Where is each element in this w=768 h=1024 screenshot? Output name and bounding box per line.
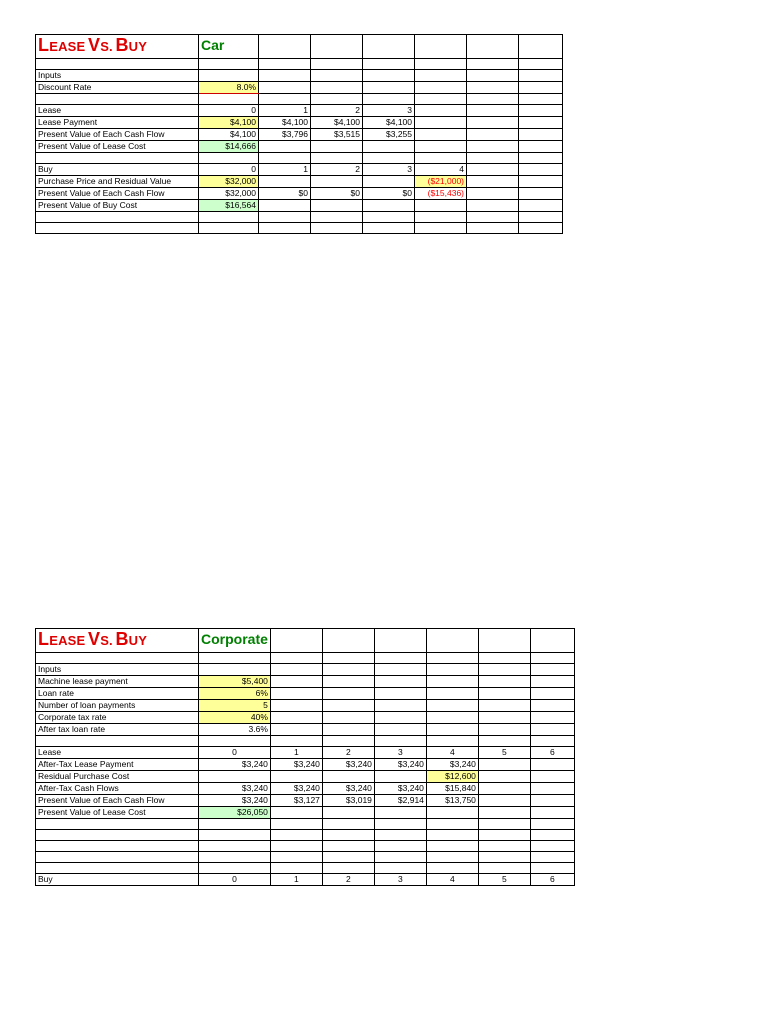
buy-pv-cell[interactable]: $0 (311, 188, 363, 200)
period-cell[interactable]: 3 (363, 164, 415, 176)
after-tax-loan-rate-cell[interactable]: 3.6% (199, 724, 271, 736)
purchase-price-label[interactable]: Purchase Price and Residual Value (36, 176, 199, 188)
machine-lease-payment-input[interactable]: $5,400 (199, 676, 271, 688)
car-lease-vs-buy-sheet (35, 34, 563, 234)
sheet-title[interactable]: LEASE VS. BUY (36, 35, 199, 59)
sheet-title[interactable]: LEASE VS. BUY (36, 629, 199, 653)
after-tax-lease-payment-cell[interactable]: $3,240 (426, 759, 478, 771)
after-tax-cash-flow-cell[interactable]: $15,840 (426, 783, 478, 795)
loan-payments-label[interactable]: Number of loan payments (36, 700, 199, 712)
buy-total-label[interactable]: Present Value of Buy Cost (36, 200, 199, 212)
lease-pv-label[interactable]: Present Value of Each Cash Flow (36, 129, 199, 141)
period-cell[interactable]: 6 (530, 747, 574, 759)
period-cell[interactable]: 6 (530, 874, 574, 886)
lease-payment-input[interactable]: $4,100 (199, 117, 259, 129)
after-tax-cash-flow-cell[interactable]: $3,240 (322, 783, 374, 795)
buy-total-cell[interactable]: $16,564 (199, 200, 259, 212)
after-tax-lease-payment-cell[interactable]: $3,240 (199, 759, 271, 771)
buy-pv-cell[interactable]: $32,000 (199, 188, 259, 200)
period-cell[interactable]: 3 (374, 874, 426, 886)
residual-purchase-cost-label[interactable]: Residual Purchase Cost (36, 771, 199, 783)
sheet-subtitle[interactable]: Car (199, 35, 259, 59)
loan-payments-input[interactable]: 5 (199, 700, 271, 712)
lease-total-label[interactable]: Present Value of Lease Cost (36, 141, 199, 153)
after-tax-cash-flows-label[interactable]: After-Tax Cash Flows (36, 783, 199, 795)
lease-pv-cell[interactable]: $4,100 (199, 129, 259, 141)
after-tax-cash-flow-cell[interactable]: $3,240 (270, 783, 322, 795)
after-tax-lease-payment-cell[interactable]: $3,240 (374, 759, 426, 771)
lease-pv-cell[interactable]: $3,796 (259, 129, 311, 141)
buy-pv-cell[interactable]: $0 (363, 188, 415, 200)
discount-rate-cell[interactable]: 8.0% (199, 82, 259, 94)
period-cell[interactable]: 4 (415, 164, 467, 176)
buy-pv-label[interactable]: Present Value of Each Cash Flow (36, 188, 199, 200)
inputs-label[interactable]: Inputs (36, 70, 199, 82)
period-cell[interactable]: 3 (374, 747, 426, 759)
lease-label[interactable]: Lease (36, 747, 199, 759)
lease-total-cell[interactable]: $26,050 (199, 807, 271, 819)
buy-label[interactable]: Buy (36, 164, 199, 176)
period-cell[interactable]: 2 (322, 874, 374, 886)
machine-lease-payment-label[interactable]: Machine lease payment (36, 676, 199, 688)
discount-rate-label[interactable]: Discount Rate (36, 82, 199, 94)
lease-pv-cell[interactable]: $3,019 (322, 795, 374, 807)
inputs-label[interactable]: Inputs (36, 664, 199, 676)
period-cell[interactable]: 2 (311, 164, 363, 176)
lease-pv-cell[interactable]: $3,127 (270, 795, 322, 807)
lease-label[interactable]: Lease (36, 105, 199, 117)
period-cell[interactable]: 0 (199, 874, 271, 886)
lease-total-label[interactable]: Present Value of Lease Cost (36, 807, 199, 819)
lease-total-cell[interactable]: $14,666 (199, 141, 259, 153)
lease-pv-cell[interactable]: $3,515 (311, 129, 363, 141)
period-cell[interactable]: 5 (478, 874, 530, 886)
tax-rate-input[interactable]: 40% (199, 712, 271, 724)
loan-rate-input[interactable]: 6% (199, 688, 271, 700)
buy-label[interactable]: Buy (36, 874, 199, 886)
sheet-subtitle[interactable]: Corporate (199, 629, 271, 653)
after-tax-lease-payment-cell[interactable]: $3,240 (322, 759, 374, 771)
lease-pv-label[interactable]: Present Value of Each Cash Flow (36, 795, 199, 807)
purchase-price-input[interactable]: $32,000 (199, 176, 259, 188)
period-cell[interactable]: 5 (478, 747, 530, 759)
lease-payment-cell[interactable]: $4,100 (363, 117, 415, 129)
corporate-lease-vs-buy-sheet (35, 628, 575, 886)
period-cell[interactable]: 0 (199, 105, 259, 117)
lease-pv-cell[interactable]: $3,240 (199, 795, 271, 807)
residual-value-input[interactable]: ($21,000) (415, 176, 467, 188)
period-cell[interactable]: 1 (270, 874, 322, 886)
buy-pv-cell[interactable]: ($15,436) (415, 188, 467, 200)
period-cell[interactable]: 1 (270, 747, 322, 759)
lease-pv-cell[interactable]: $3,255 (363, 129, 415, 141)
period-cell[interactable]: 2 (311, 105, 363, 117)
buy-pv-cell[interactable]: $0 (259, 188, 311, 200)
lease-payment-cell[interactable]: $4,100 (259, 117, 311, 129)
after-tax-lease-payment-cell[interactable]: $3,240 (270, 759, 322, 771)
period-cell[interactable]: 4 (426, 747, 478, 759)
loan-rate-label[interactable]: Loan rate (36, 688, 199, 700)
residual-purchase-cost-input[interactable]: $12,600 (426, 771, 478, 783)
after-tax-loan-rate-label[interactable]: After tax loan rate (36, 724, 199, 736)
after-tax-cash-flow-cell[interactable]: $3,240 (199, 783, 271, 795)
period-cell[interactable]: 3 (363, 105, 415, 117)
lease-pv-cell[interactable]: $2,914 (374, 795, 426, 807)
after-tax-lease-payment-label[interactable]: After-Tax Lease Payment (36, 759, 199, 771)
period-cell[interactable]: 0 (199, 164, 259, 176)
period-cell[interactable]: 1 (259, 164, 311, 176)
lease-pv-cell[interactable]: $13,750 (426, 795, 478, 807)
period-cell[interactable]: 0 (199, 747, 271, 759)
period-cell[interactable]: 1 (259, 105, 311, 117)
lease-payment-label[interactable]: Lease Payment (36, 117, 199, 129)
period-cell[interactable]: 4 (426, 874, 478, 886)
after-tax-cash-flow-cell[interactable]: $3,240 (374, 783, 426, 795)
tax-rate-label[interactable]: Corporate tax rate (36, 712, 199, 724)
lease-payment-cell[interactable]: $4,100 (311, 117, 363, 129)
period-cell[interactable]: 2 (322, 747, 374, 759)
